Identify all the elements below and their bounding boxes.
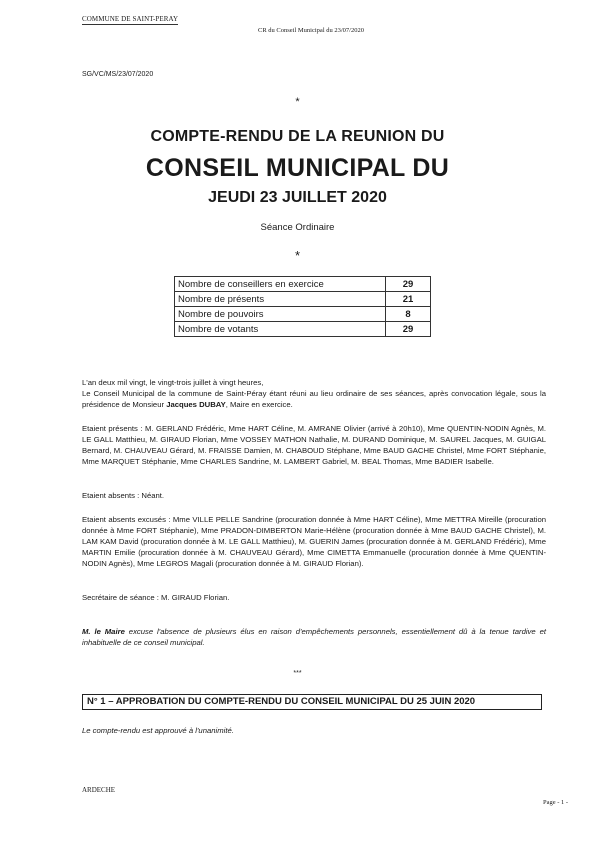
intro-text-a: Le Conseil Municipal de la commune de Saint-Péray étant réuni au lieu ordinaire de ses séances, après convocation légale, sous la présidence de Monsieur (82, 389, 546, 409)
stat-label: Nombre de conseillers en exercice (175, 277, 386, 292)
excuses-paragraph: Etaient absents excusés : Mme VILLE PELLE Sandrine (procuration donnée à Mme HART Céline), Mme METTRA Mireille (procuration donnée à Mme FORT Stéphanie), Mme PRADON-DIMBERTON Marie-Hélène (procuration donnée à Mme BAUD GACHE Christel), M. LAM KAM David (procuration donnée à M. LE GALL Matthieu), M. GUERIN James (procuration donnée à M. GERLAND Frédéric), Mme MARTIN Emilie (procuration donnée à M. CHAUVEAU Gérard), Mme CIMETTA Emmanuelle (procuration donnée à Mme QUENTIN-NODIN Agnès), Mme LEGROS Magali (procuration donnée à M. GIRAUD Florian). (82, 515, 546, 568)
table-row (175, 277, 431, 292)
seance-type: Séance Ordinaire (260, 222, 335, 233)
star-ornament-2: * (294, 248, 301, 263)
stat-value: 8 (386, 307, 431, 322)
section-1-title: N° 1 – APPROBATION DU COMPTE-RENDU DU CONSEIL MUNICIPAL DU 25 JUIN 2020 (82, 694, 542, 710)
table-row (175, 307, 431, 322)
star-ornament: * (295, 96, 300, 108)
intro-date: L'an deux mil vingt, le vingt-trois juillet à vingt heures, (82, 378, 264, 387)
intro-text-b: , Maire en exercice. (225, 400, 293, 409)
title-line-1: COMPTE-RENDU DE LA REUNION DU (150, 128, 445, 145)
header-cr-title: CR du Conseil Municipal du 23/07/2020 (258, 27, 364, 34)
table-row (175, 292, 431, 307)
separator: *** (293, 670, 302, 677)
stat-value: 21 (386, 292, 431, 307)
secretaire-paragraph: Secrétaire de séance : M. GIRAUD Florian. (82, 593, 230, 602)
stat-value: 29 (386, 277, 431, 292)
council-stats-table (174, 276, 431, 337)
maire-note-paragraph (82, 626, 546, 648)
footer-department: ARDECHE (82, 786, 116, 794)
stat-label: Nombre de pouvoirs (175, 307, 386, 322)
section-1-body: Le compte-rendu est approuvé à l'unanimité. (82, 726, 234, 735)
presents-paragraph: Etaient présents : M. GERLAND Frédéric, Mme HART Céline, M. AMRANE Olivier (arrivé à 20h10), Mme QUENTIN-NODIN Agnès, M. LE GALL Matthieu, M. GIRAUD Florian, Mme VOSSEY MATHON Nathalie, M. DURAND Dominique, M. SAUREL Jacques, M. GUIGAL Bernard, M. CHAUVEAU Gérard, M. FRAISSE Damien, M. CHABOUD Stéphane, Mme BAUD GACHE Christel, Mme FORT Stéphanie, Mme MARQUET Stéphanie, Mme CHARLES Sandrine, M. LAMBERT Gabriel, M. BEAL Thomas, Mme BADIER Isabelle. (82, 424, 546, 466)
absents-paragraph: Etaient absents : Néant. (82, 491, 165, 500)
document-reference: SG/VC/MS/23/07/2020 (82, 71, 154, 78)
intro-convocation (82, 388, 546, 410)
header-commune: COMMUNE DE SAINT-PERAY (82, 15, 179, 23)
page-number: Page - 1 - (543, 799, 569, 806)
maire-note-lead: M. le Maire (82, 627, 125, 636)
mayor-name: Jacques DUBAY (166, 400, 226, 409)
stat-label: Nombre de présents (175, 292, 386, 307)
title-line-3: JEUDI 23 JUILLET 2020 (208, 189, 387, 206)
table-row (175, 322, 431, 337)
maire-note-text: excuse l'absence de plusieurs élus en raison d'empêchements personnels, essentiellement dû à la tenue tardive et inhabituelle de ce conseil municipal. (82, 627, 547, 647)
stat-value: 29 (386, 322, 431, 337)
stat-label: Nombre de votants (175, 322, 386, 337)
title-line-2: CONSEIL MUNICIPAL DU (145, 154, 450, 182)
